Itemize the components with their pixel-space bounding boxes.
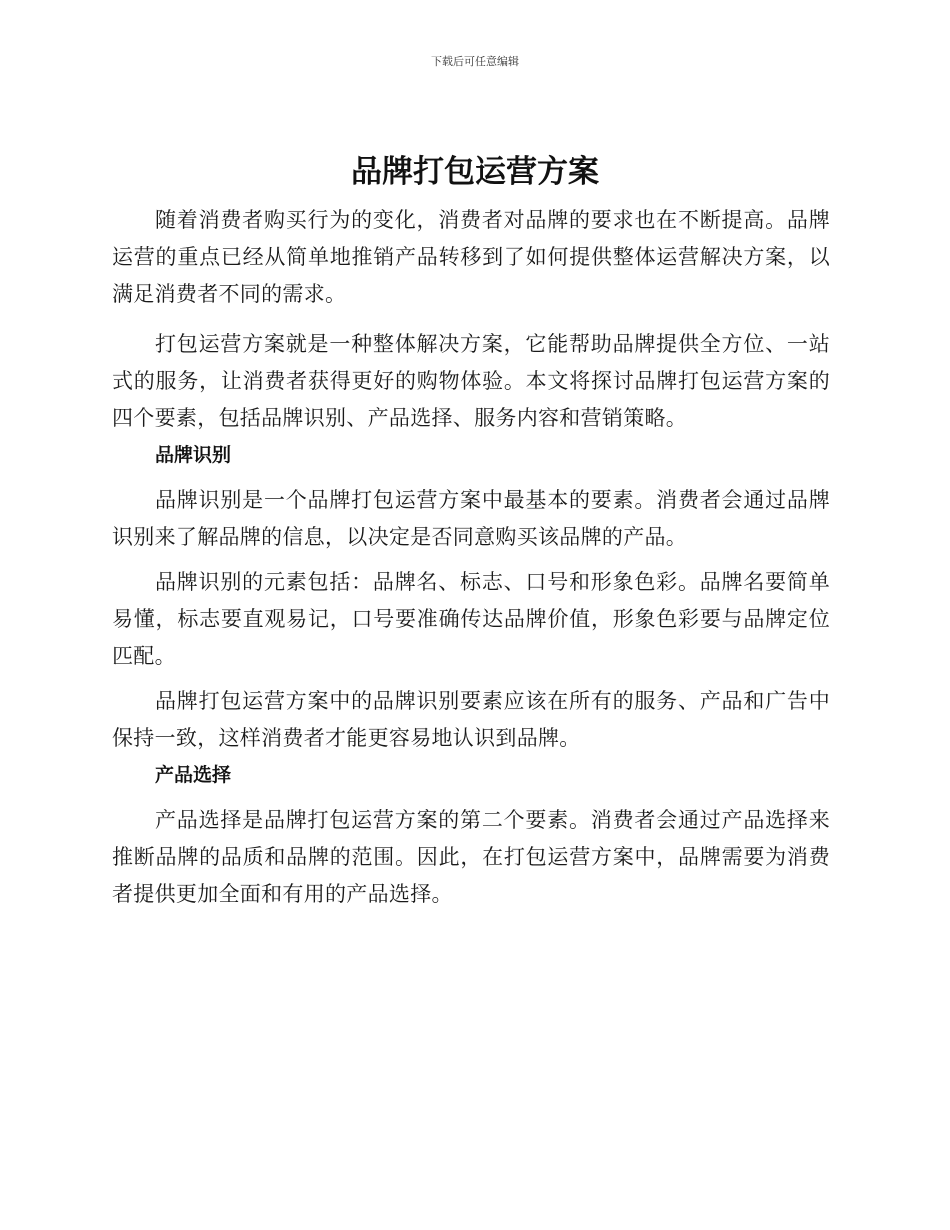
paragraph-intro-1: 随着消费者购买行为的变化，消费者对品牌的要求也在不断提高。品牌运营的重点已经从简单地推销产品转移到了如何提供整体运营解决方案，以满足消费者不同的需求。 (112, 208, 830, 306)
header-note: 下载后可任意编辑 (431, 55, 519, 68)
paragraph-brand-2: 品牌识别的元素包括：品牌名、标志、口号和形象色彩。品牌名要简单易懂，标志要直观易记，口号要准确传达品牌价值，形象色彩要与品牌定位匹配。 (112, 570, 830, 668)
paragraph-brand-3: 品牌打包运营方案中的品牌识别要素应该在所有的服务、产品和广告中保持一致，这样消费者才能更容易地认识到品牌。 (112, 689, 830, 750)
section-heading-brand-identity: 品牌识别 (155, 444, 232, 466)
paragraph-brand-1: 品牌识别是一个品牌打包运营方案中最基本的要素。消费者会通过品牌识别来了解品牌的信息，以决定是否同意购买该品牌的产品。 (112, 488, 830, 549)
paragraph-product-1: 产品选择是品牌打包运营方案的第二个要素。消费者会通过产品选择来推断品牌的品质和品牌的范围。因此，在打包运营方案中，品牌需要为消费者提供更加全面和有用的产品选择。 (112, 808, 830, 906)
section-heading-product-selection: 产品选择 (155, 764, 232, 786)
document-body (112, 202, 830, 913)
paragraph-intro-2: 打包运营方案就是一种整体解决方案，它能帮助品牌提供全方位、一站式的服务，让消费者获得更好的购物体验。本文将探讨品牌打包运营方案的四个要素，包括品牌识别、产品选择、服务内容和营销策略。 (112, 332, 830, 430)
page-title: 品牌打包运营方案 (351, 154, 599, 190)
